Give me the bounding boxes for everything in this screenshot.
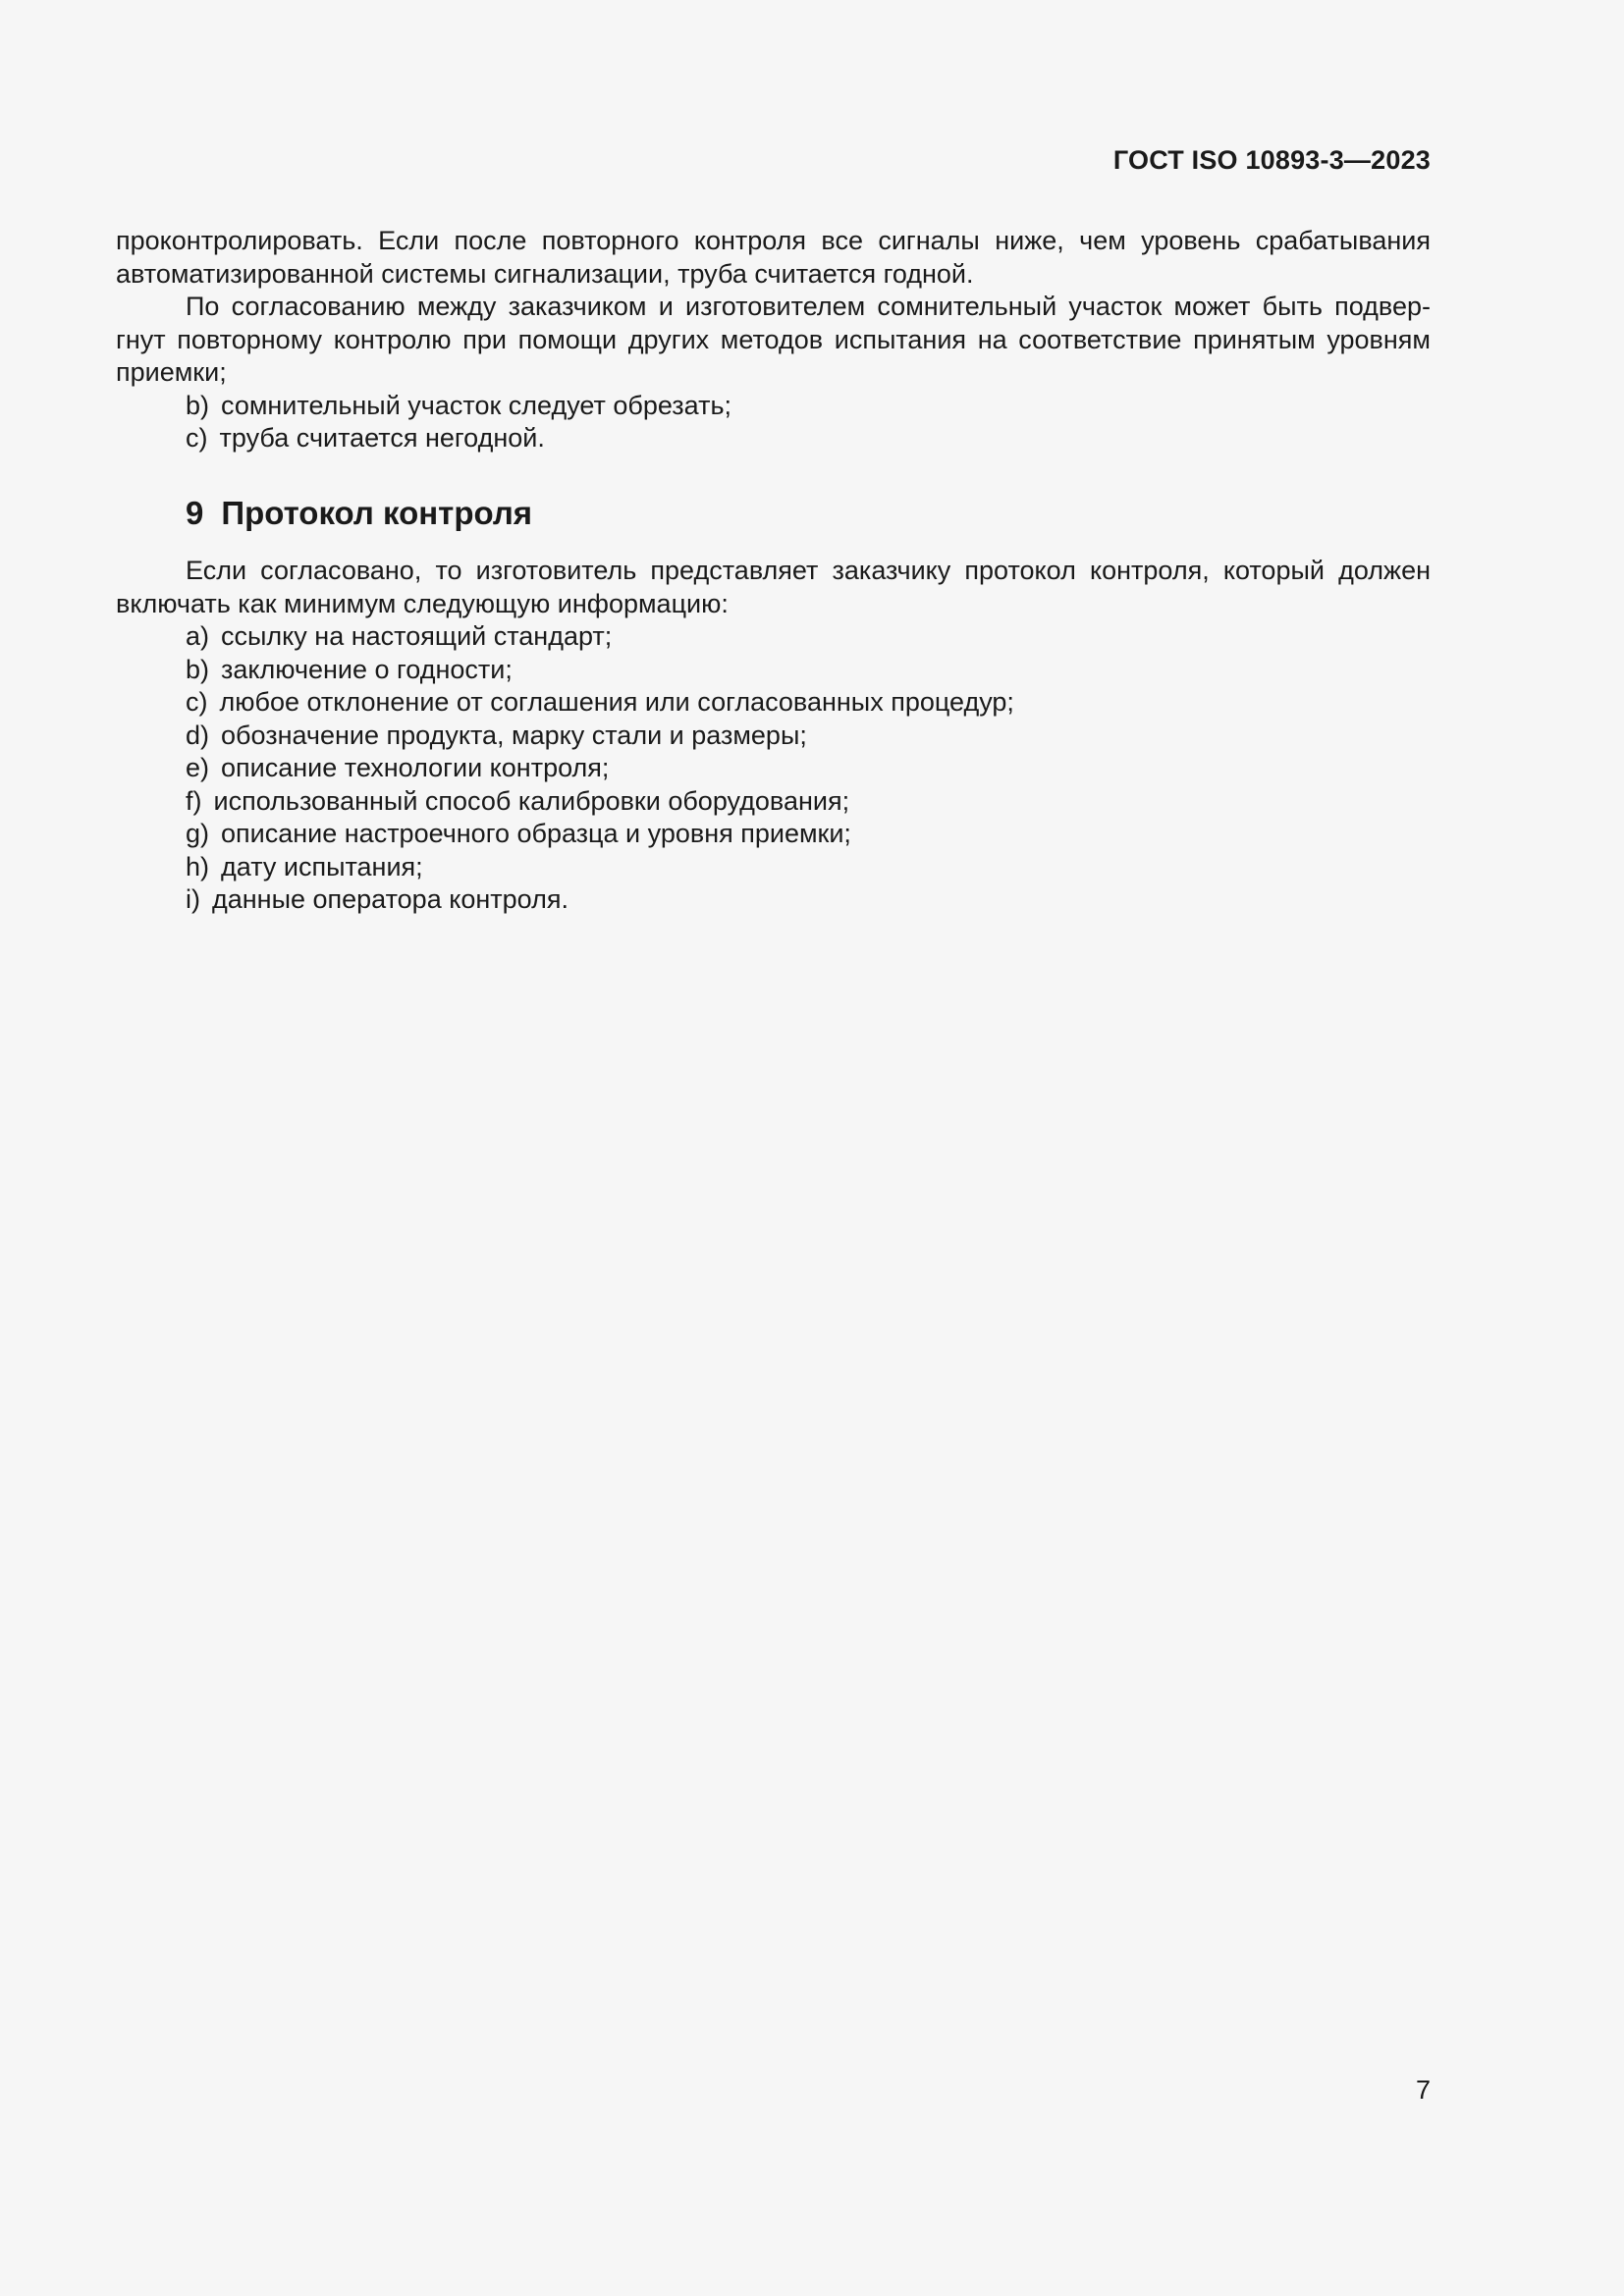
list-item-text: дату испытания; bbox=[221, 851, 423, 881]
list-marker: g) bbox=[186, 819, 210, 848]
section-intro-paragraph: Если согласовано, то изготовитель представляет заказчику протокол контроля, который должен включать как минимум следующую информацию: bbox=[116, 556, 1431, 618]
list-marker: b) bbox=[186, 654, 210, 684]
section-body bbox=[116, 555, 1431, 917]
paragraph-continuation: проконтролировать. Если после повторного контроля все сигналы ниже, чем уровень срабатывания автоматизированной системы сигнализации, труба считается годной. bbox=[116, 226, 1431, 289]
list-marker: d) bbox=[186, 720, 210, 750]
list-item bbox=[116, 686, 1431, 720]
list-item-text: труба считается негодной. bbox=[219, 423, 545, 453]
list-item-text: данные оператора контроля. bbox=[212, 884, 568, 914]
paragraph-agreement: По согласованию между заказчиком и изготовителем сомнительный участок может быть подвер-гнут повторному контролю при помощи других методов испытания на соответствие принятым уровням приемки; bbox=[116, 292, 1431, 387]
list-item-text: заключение о годности; bbox=[221, 654, 513, 684]
list-item-text: сомнительный участок следует обрезать; bbox=[221, 390, 732, 420]
list-item bbox=[116, 720, 1431, 753]
list-marker: a) bbox=[186, 621, 210, 651]
list-item bbox=[116, 422, 1431, 455]
list-marker: e) bbox=[186, 753, 210, 782]
list-item-text: описание настроечного образца и уровня приемки; bbox=[221, 819, 851, 848]
list-marker: i) bbox=[186, 884, 200, 914]
list-item bbox=[116, 883, 1431, 917]
list-item-text: обозначение продукта, марку стали и размеры; bbox=[221, 720, 807, 750]
list-marker: h) bbox=[186, 851, 210, 881]
list-item-text: любое отклонение от соглашения или согласованных процедур; bbox=[219, 687, 1014, 717]
list-item bbox=[116, 620, 1431, 654]
continuation-block bbox=[116, 225, 1431, 455]
report-contents-list bbox=[116, 620, 1431, 917]
list-marker: b) bbox=[186, 390, 210, 420]
section-heading bbox=[186, 495, 532, 532]
list-item bbox=[116, 752, 1431, 785]
list-item bbox=[116, 654, 1431, 687]
section-title: Протокол контроля bbox=[221, 495, 533, 531]
list-marker: f) bbox=[186, 785, 202, 816]
outcome-list bbox=[116, 390, 1431, 455]
list-marker: c) bbox=[186, 687, 208, 717]
list-item bbox=[116, 851, 1431, 884]
list-item-text: ссылку на настоящий стандарт; bbox=[221, 621, 613, 651]
list-item bbox=[116, 785, 1431, 819]
list-item-text: описание технологии контроля; bbox=[221, 753, 610, 782]
list-item bbox=[116, 390, 1431, 423]
list-item-text: использованный способ калибровки оборудования; bbox=[213, 785, 850, 816]
list-item bbox=[116, 818, 1431, 851]
section-number: 9 bbox=[186, 495, 204, 531]
list-marker: c) bbox=[186, 423, 208, 453]
document-code-header: ГОСТ ISO 10893-3—2023 bbox=[1112, 145, 1431, 175]
page-number: 7 bbox=[1415, 2075, 1431, 2105]
